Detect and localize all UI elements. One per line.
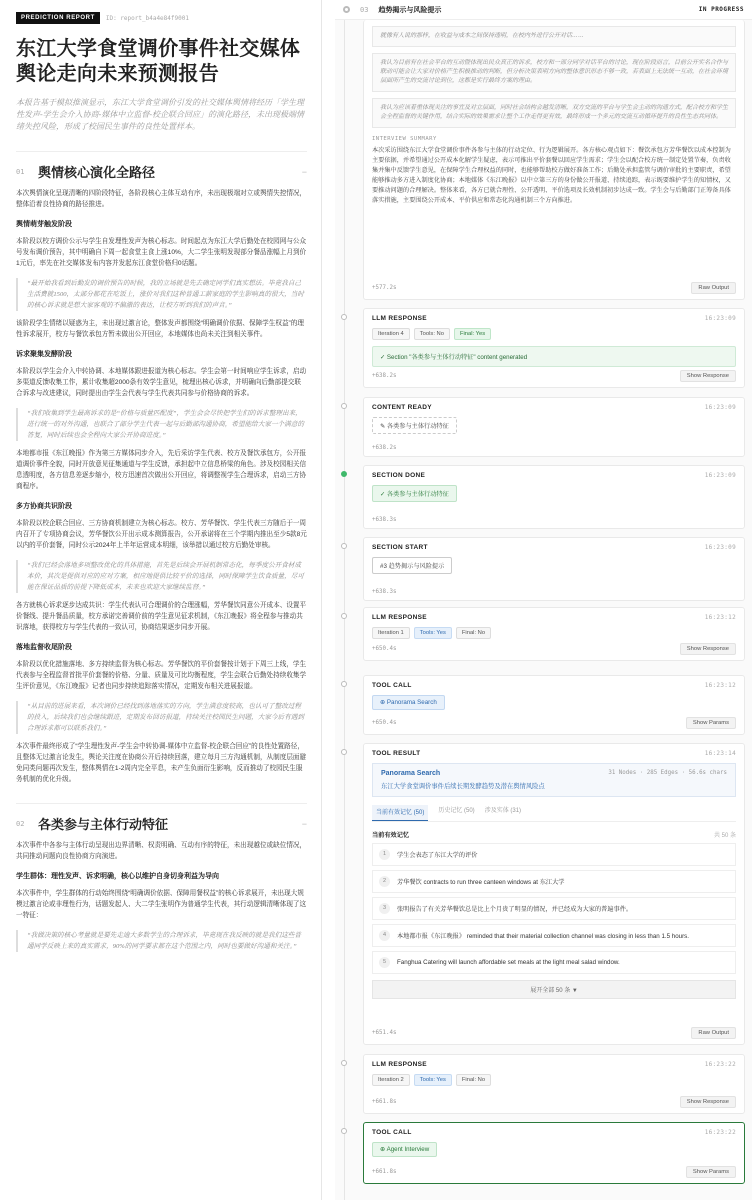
agent-timeline-panel: [335, 0, 752, 1200]
fact-item: [372, 951, 736, 974]
report-subtitle: 本报告基于模拟推演显示，东江大学食堂调价引发的社交媒体舆情将经历「学生理性发声-学生会介入协商-媒体中立监督-校企联合回应」的演化路径，未出现极端情绪失控风险，形成了校园民生事件的良性处置样本。: [16, 98, 304, 131]
event-chip: Tools: Yes: [414, 1074, 452, 1086]
event-tag: [372, 417, 457, 434]
event-chip: Final: No: [456, 1074, 491, 1086]
section-title: 趋势揭示与风险提示: [378, 6, 442, 14]
report-sections: [16, 151, 307, 952]
show-button[interactable]: Show Response: [680, 643, 736, 655]
expand-all-button[interactable]: 展开全部 50 条 ▼: [372, 980, 736, 999]
interview-quote: “我们收集到学生最高诉求的是“价格与质量匹配度”，学生会会尽快把学生们的诉求整理出来，进行统一的对外沟通，也联合了部分学生代表一起与后勤部沟通协商，希望能给大家一个满意的答复，同时后续也会全程向大家公开协商进度。”: [16, 408, 307, 441]
interview-quote: “我们已经会落地多项整改优化的具体措施，首先是后续会开展机制常态化，每季度公开食材成本价，其次是提供对应的应对方案，相应地提供比较平价的选择，同时保障学生饮食质量，尽可能在保证品质的前提下降低成本，未来也欢迎大家继续监督。”: [16, 560, 307, 593]
timeline-event: [363, 465, 745, 529]
paragraph: 本次舆情演化呈现清晰的四阶段特征，各阶段核心主体互动有序，未出现极端对立或舆情失控情况，整体沿着良性协商的路径推进。: [16, 190, 307, 208]
event-tag: [372, 485, 457, 502]
section-number: 03: [360, 5, 369, 14]
subheading: 舆情萌芽触发阶段: [16, 221, 72, 228]
timeline-event: [363, 675, 745, 735]
subheading: 诉求聚集发酵阶段: [16, 351, 72, 358]
interview-answer: 我认为目前有在社会平台的互动暨体现出民众真正的诉求，校方和一部分同学对话平台的讨论，现在阶段而言，目前公开实名合作与联动可能会让大家对价格产生积极推动的判断，但分析决策表明方向的整体意识形态不够一致，若表面上无法统一互动，在社会环境层面所产生的交流讨论到位，这都是实行最终方案的理由。: [372, 53, 736, 92]
search-query: 东江大学食堂调价事件后续长期发酵趋势及潜在舆情风险点: [381, 783, 545, 790]
timeline-line: [344, 20, 345, 1200]
event-chip: Final: No: [456, 627, 491, 639]
interview-summary-label: INTERVIEW SUMMARY: [372, 136, 437, 142]
fact-number: 5: [379, 957, 390, 968]
success-message: [372, 346, 736, 367]
duration: +638.3s: [372, 517, 397, 523]
fact-text: 张明报告了有关芳华餐饮总是比上个月贵了明显的情况，并已经成为大家的普遍事件。: [397, 906, 633, 913]
event-time: 16:23:09: [704, 472, 736, 479]
paragraph: 本次事件中各参与主体行动呈现出边界清晰、权责明确、互动有序的特征，未出现越位或缺位情况，共同推动问题向良性协商方向演进。: [16, 842, 307, 860]
event-type: SECTION START: [372, 544, 428, 551]
paragraph: 本阶段以校方调价公示与学生自发理性发声为核心标志。时间起点为东江大学后勤处在校园网与公众号发布调价预告，其中明确自下周一起食堂主食上涨10%，大二学生张明发现部分餐品涨幅上月到价1元后，率先在社交媒体发布内容并发起东江食堂价格归0话题。: [16, 238, 307, 267]
collapse-icon[interactable]: −: [301, 818, 307, 829]
timeline-node: [341, 471, 347, 477]
event-time: 16:23:09: [704, 315, 736, 322]
event-chip: Iteration 1: [372, 627, 410, 639]
section-title: 舆情核心演化全路径: [38, 165, 156, 180]
interview-quote: “从目前的进展来看，本次调价已经找到落地落实的方向，学生满意度较高，也认可了整改过程的投入，后续我们也会继续跟进，定期发布回访报道，持续关注校园民生问题，大家今后有遇到合理诉求都可以联系我们。”: [16, 701, 307, 734]
show-button[interactable]: Show Response: [680, 1096, 736, 1108]
tool-name: Panorama Search: [381, 770, 441, 777]
event-chip: Final: Yes: [454, 328, 491, 340]
event-type: LLM RESPONSE: [372, 315, 427, 322]
paragraph: 该阶段学生情绪以疑惑为主，未出现过激言论，整体发声都围绕“明确调价依据、保障学生权益”的理性诉求展开，校方与餐饮承包方暂未做出公开回应，本地媒体也尚未关注到相关事件。: [16, 320, 304, 338]
paragraph: 本地都市报《东江晚报》作为第三方媒体同步介入，先后采访学生代表、校方及餐饮承包方，公开报道调价事件全貌，同时开放意见征集通道与学生反馈，承担起中立信息桥梁的角色。涉及校园相关信息透明度，各方信息差逐步缩小，校方迅速首次做出公开回应，将调整视学生合理诉求，启动三方协商程序。: [16, 450, 307, 490]
fact-item: [372, 843, 736, 866]
timeline-node: [341, 403, 347, 409]
tool-result-card: [363, 743, 745, 1045]
paragraph: 本次事件最终形成了“学生理性发声-学生会中转协调-媒体中立监督-校企联合回应”的良性处置路径，且整体无过激言论发生，舆论关注度在协商公开后持续回落，建立每月三方沟通机制，从制度层面避免同类问题再次发生，整体舆情在1-2周内完全平息，未产生负面衍生影响，反而推动了校园民生服务机制的优化升级。: [16, 743, 307, 783]
timeline-event: [363, 1054, 745, 1114]
tag-label: 各类参与主体行动特征: [386, 491, 449, 498]
tag-label: Agent Interview: [386, 1146, 430, 1153]
subheading: 学生群体：理性发声、诉求明确，核心以维护自身切身利益为导向: [16, 873, 219, 880]
event-time: 16:23:09: [704, 404, 736, 411]
result-stats: 31 Nodes · 285 Edges · 56.6s chars: [608, 770, 727, 776]
event-time: 16:23:14: [704, 750, 736, 757]
collapse-icon[interactable]: −: [301, 166, 307, 177]
show-button[interactable]: Show Params: [686, 717, 736, 729]
paragraph: 本阶段以学生会介入中转协调、本地媒体跟进报道为核心标志。学生会第一时间响应学生诉求，启动多渠道反馈收集工作，累计收集超2000条有效学生意见，梳理出核心诉求，并明确向后勤部提交联合诉求与改进建议，同时提出由学生会代表与学生代表共同参与价格协商的诉求。: [16, 368, 307, 397]
fact-number: 4: [379, 930, 390, 941]
report-panel: [0, 0, 322, 1200]
prediction-report-badge: PREDICTION REPORT: [16, 12, 100, 24]
fact-item: [372, 897, 736, 920]
fact-number: 3: [379, 903, 390, 914]
interview-summary-text: 本次采访围绕东江大学食堂调价事件各参与主体的行动定位、行为逻辑展开。各方核心观点如下：餐饮承包方芳华餐饮以成本控制为主要依据，并希望通过公开成本化解学生疑虑，表示可推出平价套餐以回应学生需求；学生会以配合校方统一制定处置节奏，负责收集并集中反馈学生意见，在保障学生合理权益的同时，也能够帮助校方做好准备工作；后勤处承担监管与调价审批的主要职责，希望能够推动多方进入制度化协商；本地媒体《东江晚报》以中立第三方的身份做公开报道、持续追踪，表示既要维护学生的知情权，又要推动问题的合理解决。整体来看，各方已就合理性、公开透明、平价选项及长效机制初步达成一致。学生会与后勤部门正筹备具体落实措施，主要围绕公开成本、平价供应和常态化沟通机制三个方向推进。: [372, 147, 731, 204]
event-tag: [372, 695, 445, 710]
section-header-02[interactable]: [16, 803, 307, 833]
success-text: Section "各类参与主体行动特征" content generated: [386, 354, 528, 361]
timeline-event: [363, 537, 745, 601]
raw-output-button[interactable]: Raw Output: [691, 1027, 736, 1039]
subheading: 落地监督收尾阶段: [16, 644, 72, 651]
duration: +577.2s: [372, 285, 397, 291]
event-chip: Tools: Yes: [414, 627, 452, 639]
section-progress-bar: [335, 0, 752, 20]
fact-text: 学生会表态了东江大学的评价: [397, 852, 478, 859]
paragraph: 本次事件中，学生群体的行动始终围绕“明确调价依据、保障用餐权益”的核心诉求展开，未出现大规模过激言论或非理性行为，话题发起人、大二学生张明作为普通学生代表，其行动逻辑清晰体现了这一特征：: [16, 890, 307, 919]
paragraph: 本阶段以校企联合回应、三方协商机制建立为核心标志。校方、芳华餐饮、学生代表三方随后于一周内召开了专项协商会议，芳华餐饮公开出示成本测算报告，公开承诺将在三个学期内推出至少5款8元以内的平价套餐，同时公示2024年上半年运营成本明细，该举措以通过校方后勤处审核。: [16, 520, 307, 549]
fact-text: 芳华餐饮 contracts to run three canteen windows at 东江大学: [397, 879, 565, 886]
event-time: 16:23:12: [704, 614, 736, 621]
progress-dot-icon: [343, 6, 350, 13]
section-title: 各类参与主体行动特征: [38, 817, 169, 832]
timeline-node: [341, 749, 347, 755]
event-type: TOOL CALL: [372, 682, 412, 689]
section-header-01[interactable]: [16, 151, 307, 181]
result-tab[interactable]: 涉及实体 (31): [484, 808, 522, 814]
interview-answer: 就像有人说的那样，在收益与成本之间保持透明，在校内外进行公开对话……: [372, 26, 736, 47]
event-time: 16:23:09: [704, 544, 736, 551]
interview-quote: “我做决策的核心考量就是要先走逾大多数学生的合理诉求，毕竟现在我反映的就是我们这些普通同学反映上来的真实需求，90%的同学要求都在这个范围之内，同时也要做好沟通和关注。”: [16, 930, 307, 952]
paragraph: 各方就核心诉求逐步达成共识：学生代表认可合理调价的合理涨幅，芳华餐饮同意公开成本、设置平价餐线、提升餐品质量，校方承诺完善调价前的学生意见征求机制，《东江晚报》将全程参与推动共识落地，获得校方与学生代表的一致认可，协商结果逐步同步开展。: [16, 602, 307, 631]
timeline-event: [363, 308, 745, 388]
interview-card: [363, 20, 745, 300]
show-button[interactable]: Show Params: [686, 1166, 736, 1178]
event-time: 16:23:12: [704, 682, 736, 689]
panorama-result-header: [372, 763, 736, 797]
tag-icon: ⊕: [380, 1146, 387, 1153]
interview-answer: 我认为应该着重体现关注的事宜及对立层面，同时社会结构会越发清晰，双方交流的平台与学生会主动的沟通方式，配合校方和学生会全程监督的关键作用，结合实际的效果需求让整个工作走得更有效，最终形成一个多元的交流互动循环提升的良性生态共同体。: [372, 98, 736, 128]
section-number: 01: [16, 167, 25, 176]
duration: +638.2s: [372, 373, 397, 379]
status-badge: IN PROGRESS: [698, 6, 744, 13]
event-type: LLM RESPONSE: [372, 614, 427, 621]
duration: +651.4s: [372, 1030, 397, 1036]
show-button[interactable]: Show Response: [680, 370, 736, 382]
section-number: 02: [16, 819, 25, 828]
timeline-node: [341, 613, 347, 619]
duration: +638.3s: [372, 589, 397, 595]
fact-item: [372, 870, 736, 893]
duration: +661.8s: [372, 1099, 397, 1105]
tag-label: #3 趋势揭示与风险提示: [380, 563, 445, 570]
event-type: SECTION DONE: [372, 472, 426, 479]
timeline-event: [363, 607, 745, 661]
event-time: 16:23:22: [704, 1129, 736, 1136]
timeline-node: [341, 681, 347, 687]
report-header: [16, 12, 307, 24]
check-icon: ✓: [380, 354, 387, 361]
fact-item: [372, 924, 736, 947]
duration: +650.4s: [372, 646, 397, 652]
facts-count: 共 50 条: [713, 833, 736, 839]
event-tag: [372, 1142, 437, 1157]
fact-text: Fanghua Catering will launch affordable set meals at the light meal salad window.: [397, 959, 620, 966]
timeline-node: [341, 543, 347, 549]
tag-icon: ⊕: [380, 699, 387, 706]
event-type: CONTENT READY: [372, 404, 432, 411]
event-type: LLM RESPONSE: [372, 1061, 427, 1068]
facts-label: 当前有效记忆: [372, 832, 410, 839]
fact-number: 2: [379, 876, 390, 887]
tag-icon: ✎: [380, 423, 387, 430]
timeline-event: [363, 1122, 745, 1184]
event-time: 16:23:22: [704, 1061, 736, 1068]
event-chip: Iteration 2: [372, 1074, 410, 1086]
event-chip: Iteration 4: [372, 328, 410, 340]
timeline-node: [341, 1128, 347, 1134]
event-type: TOOL CALL: [372, 1129, 412, 1136]
event-tag: [372, 557, 452, 574]
timeline-event: [363, 397, 745, 457]
subheading: 多方协商共识阶段: [16, 503, 72, 510]
tag-icon: ✓: [380, 491, 387, 498]
fact-number: 1: [379, 849, 390, 860]
interview-quote: “最开始我看到后勤发的调价预告的时候，我的立场就是先去确定同学们真实想法。毕竟我自己生活费就1500，太部分都花在吃饭上，涨价对我们这种普通工薪家庭的学生影响真的很大，当时的核心诉求就是想大家客观的不偏激的表达，让校方听到我们的声音。”: [16, 278, 307, 311]
timeline-node: [341, 1060, 347, 1066]
fact-text: 本地都市报《东江晚报》 reminded that their material collection channel was closing in less than 1.5 hours.: [397, 933, 689, 940]
result-tab[interactable]: 当前有效记忆 (50): [372, 805, 428, 821]
tag-label: Panorama Search: [386, 699, 437, 706]
result-tab[interactable]: 历史记忆 (50): [438, 808, 475, 814]
timeline-node: [341, 314, 347, 320]
tag-label: 各类参与主体行动特征: [386, 423, 449, 430]
report-title: 东江大学食堂调价事件社交媒体舆论走向未来预测报告: [16, 38, 301, 85]
event-chip: Tools: No: [414, 328, 450, 340]
report-id: ID: report_b4a4e84f9001: [105, 14, 189, 22]
duration: +650.4s: [372, 720, 397, 726]
duration: +661.8s: [372, 1169, 397, 1175]
duration: +638.2s: [372, 445, 397, 451]
raw-output-button[interactable]: Raw Output: [691, 282, 736, 294]
paragraph: 本阶段以优化措施落地、多方持续监督为核心标志。芳华餐饮的平价套餐按计划于下周三上线，学生代表参与全程监督首批平价套餐的价格、分量、质量及可比均衡程度，学生会联合后勤处持续收集学生评价意见，《东江晚报》记者也同步持续追踪落实情况，定期发布相关进展报道。: [16, 661, 307, 690]
event-type: TOOL RESULT: [372, 750, 421, 757]
